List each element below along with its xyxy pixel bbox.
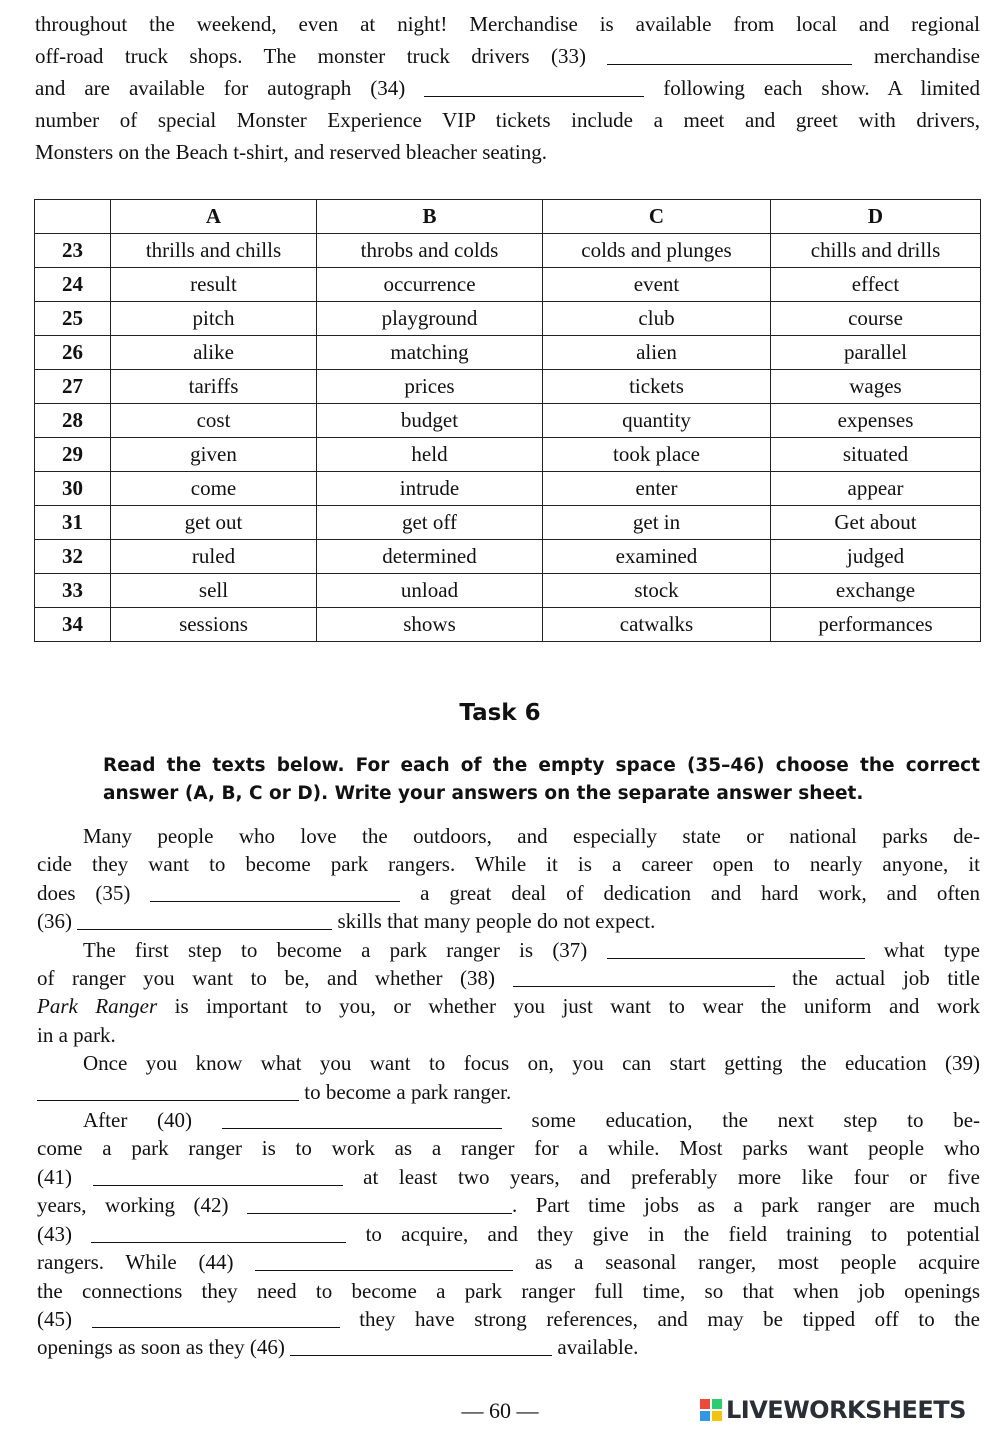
text-line: [37, 1191, 980, 1219]
text-segment: is important to you, or whether you just want to wear the uniform and work: [157, 994, 980, 1019]
text-italic-segment: Park Ranger: [37, 994, 158, 1019]
option-cell: throbs and colds: [317, 234, 543, 268]
table-row: [35, 336, 981, 370]
question-number-cell: 33: [35, 574, 111, 608]
answer-options-table: [34, 199, 981, 642]
table-row: [35, 438, 981, 472]
question-number-cell: 24: [35, 268, 111, 302]
gap-33-blank[interactable]: [607, 43, 852, 65]
text-line: [37, 964, 980, 992]
table-row: [35, 472, 981, 506]
option-cell: chills and drills: [771, 234, 981, 268]
text-line: [37, 1078, 980, 1106]
option-cell: appear: [771, 472, 981, 506]
intro-line-4: number of special Monster Experience VIP tickets include a meet and greet with drivers,: [35, 108, 980, 132]
text-segment: some education, the next step to be-: [501, 1108, 981, 1133]
option-cell: judged: [771, 540, 981, 574]
option-cell: prices: [317, 370, 543, 404]
intro-line-3: [35, 72, 980, 104]
option-cell: examined: [543, 540, 771, 574]
option-cell: given: [111, 438, 317, 472]
option-cell: get off: [317, 506, 543, 540]
table-row: [35, 268, 981, 302]
option-cell: alien: [543, 336, 771, 370]
gap-35-blank[interactable]: [150, 880, 400, 902]
intro-line-3-b: following each show. A limited: [644, 76, 980, 100]
question-number-cell: 32: [35, 540, 111, 574]
option-cell: event: [543, 268, 771, 302]
gap-42-blank[interactable]: [247, 1192, 512, 1214]
table-row: [35, 404, 981, 438]
option-cell: situated: [771, 438, 981, 472]
gap-41-blank[interactable]: [93, 1164, 343, 1186]
gap-44-blank[interactable]: [255, 1249, 513, 1271]
logo-square-icon: [700, 1399, 710, 1409]
text-segment: of ranger you want to be, and whether (38): [37, 966, 513, 991]
intro-line-2-b: merchandise: [852, 44, 980, 68]
text-line: [37, 1220, 980, 1248]
option-cell: tickets: [543, 370, 771, 404]
gap-43-blank[interactable]: [91, 1221, 346, 1243]
gap-38-blank[interactable]: [513, 965, 775, 987]
option-cell: colds and plunges: [543, 234, 771, 268]
option-cell: wages: [771, 370, 981, 404]
question-number-cell: 27: [35, 370, 111, 404]
option-cell: quantity: [543, 404, 771, 438]
text-line: [37, 1163, 980, 1191]
header-cell-b: B: [317, 200, 543, 234]
text-line: in a park.: [37, 1022, 116, 1047]
logo-square-icon: [712, 1399, 722, 1409]
text-line: [37, 879, 980, 907]
intro-line-5: Monsters on the Beach t-shirt, and reserved bleacher seating.: [35, 140, 547, 164]
logo-square-icon: [700, 1411, 710, 1421]
text-segment: what type: [864, 937, 980, 962]
option-cell: club: [543, 302, 771, 336]
text-line: [37, 1248, 980, 1276]
option-cell: intrude: [317, 472, 543, 506]
text-segment: rangers. While (44): [37, 1250, 256, 1275]
question-number-cell: 23: [35, 234, 111, 268]
option-cell: sell: [111, 574, 317, 608]
header-cell-c: C: [543, 200, 771, 234]
option-cell: ruled: [111, 540, 317, 574]
option-cell: get in: [543, 506, 771, 540]
text-segment: The first step to become a park ranger is (37): [83, 937, 607, 962]
option-cell: sessions: [111, 608, 317, 642]
header-cell-d: D: [771, 200, 981, 234]
text-line: the connections they need to become a park ranger full time, so that when job openings: [37, 1278, 980, 1303]
question-number-cell: 26: [35, 336, 111, 370]
text-segment: as a seasonal ranger, most people acquire: [513, 1250, 980, 1275]
intro-line-1: throughout the weekend, even at night! Merchandise is available from local and regional: [35, 12, 980, 36]
text-line: [37, 1305, 980, 1333]
option-cell: catwalks: [543, 608, 771, 642]
table-row: [35, 540, 981, 574]
text-line: [37, 936, 980, 964]
option-cell: exchange: [771, 574, 981, 608]
gap-40-blank[interactable]: [222, 1107, 502, 1129]
text-line: [37, 1333, 980, 1361]
gap-45-blank[interactable]: [92, 1306, 340, 1328]
option-cell: shows: [317, 608, 543, 642]
text-segment: (45): [37, 1306, 92, 1331]
table-body: [35, 234, 981, 642]
option-cell: come: [111, 472, 317, 506]
text-segment: (36): [37, 909, 78, 934]
intro-paragraph: [35, 8, 980, 168]
text-segment: (41): [37, 1164, 93, 1189]
option-cell: Get about: [771, 506, 981, 540]
option-cell: thrills and chills: [111, 234, 317, 268]
page-number: — 60 —: [461, 1398, 539, 1423]
table-row: [35, 608, 981, 642]
option-cell: stock: [543, 574, 771, 608]
text-line: [37, 907, 980, 935]
text-line: come a park ranger is to work as a ranger for a while. Most parks want people who: [37, 1136, 980, 1161]
option-cell: course: [771, 302, 981, 336]
text-segment: they have strong references, and may be tipped off to the: [339, 1306, 980, 1331]
table-row: [35, 234, 981, 268]
text-segment: does (35): [37, 880, 151, 905]
option-cell: took place: [543, 438, 771, 472]
text-segment: After (40): [83, 1108, 222, 1133]
text-segment: to acquire, and they give in the field training to potential: [346, 1221, 980, 1246]
option-cell: held: [317, 438, 543, 472]
text-segment: skills that many people do not expect.: [332, 909, 656, 934]
header-cell-a: A: [111, 200, 317, 234]
option-cell: expenses: [771, 404, 981, 438]
instruction-line-2: answer (A, B, C or D). Write your answers on the separate answer sheet.: [103, 783, 864, 804]
gap-46-blank[interactable]: [290, 1334, 552, 1356]
intro-line-3-a: and are available for autograph (34): [35, 76, 425, 100]
option-cell: budget: [317, 404, 543, 438]
option-cell: determined: [317, 540, 543, 574]
instruction-line-1: Read the texts below. For each of the empty space (35–46) choose the correct: [103, 755, 980, 776]
question-number-cell: 31: [35, 506, 111, 540]
text-segment: available.: [552, 1335, 639, 1360]
text-line: [37, 992, 980, 1020]
option-cell: tariffs: [111, 370, 317, 404]
option-cell: unload: [317, 574, 543, 608]
table-row: [35, 370, 981, 404]
option-cell: result: [111, 268, 317, 302]
intro-line-2-a: off-road truck shops. The monster truck drivers (33): [35, 44, 608, 68]
option-cell: effect: [771, 268, 981, 302]
table-row: [35, 574, 981, 608]
option-cell: performances: [771, 608, 981, 642]
text-line: [37, 1106, 980, 1134]
question-number-cell: 29: [35, 438, 111, 472]
text-segment: years, working (42): [37, 1193, 248, 1218]
logo-square-icon: [712, 1411, 722, 1421]
option-cell: cost: [111, 404, 317, 438]
text-segment: . Part time jobs as a park ranger are much: [512, 1193, 980, 1218]
text-segment: at least two years, and preferably more like four or five: [342, 1164, 980, 1189]
option-cell: occurrence: [317, 268, 543, 302]
text-segment: (43): [37, 1221, 92, 1246]
option-cell: alike: [111, 336, 317, 370]
text-line: Once you know what you want to focus on, you can start getting the education (39): [83, 1051, 980, 1076]
text-segment: to become a park ranger.: [299, 1079, 512, 1104]
option-cell: matching: [317, 336, 543, 370]
text-line: Many people who love the outdoors, and especially state or national parks de-: [83, 824, 980, 848]
option-cell: pitch: [111, 302, 317, 336]
question-number-cell: 30: [35, 472, 111, 506]
option-cell: playground: [317, 302, 543, 336]
text-segment: openings as soon as they (46): [37, 1335, 291, 1360]
table-row: [35, 506, 981, 540]
gap-34-blank[interactable]: [424, 75, 644, 97]
text-segment: the actual job title: [774, 966, 981, 991]
gap-37-blank[interactable]: [607, 937, 865, 959]
option-cell: get out: [111, 506, 317, 540]
gap-39-blank[interactable]: [37, 1079, 299, 1101]
text-line: cide they want to become park rangers. While it is a career open to nearly anyone, it: [37, 852, 980, 877]
task-title: Task 6: [459, 700, 541, 726]
task-instructions: [103, 752, 980, 808]
park-ranger-text: [37, 822, 980, 1362]
header-cell-blank: [35, 200, 111, 234]
option-cell: enter: [543, 472, 771, 506]
option-cell: parallel: [771, 336, 981, 370]
table-header-row: [35, 200, 981, 234]
question-number-cell: 28: [35, 404, 111, 438]
gap-36-blank[interactable]: [77, 908, 332, 930]
intro-line-2: [35, 40, 980, 72]
table-row: [35, 302, 981, 336]
question-number-cell: 25: [35, 302, 111, 336]
liveworksheets-logo[interactable]: [700, 1395, 992, 1425]
question-number-cell: 34: [35, 608, 111, 642]
liveworksheets-logo-icon: [700, 1399, 722, 1421]
logo-text: LIVEWORKSHEETS: [726, 1396, 966, 1424]
text-segment: a great deal of dedication and hard work, and often: [400, 880, 980, 905]
